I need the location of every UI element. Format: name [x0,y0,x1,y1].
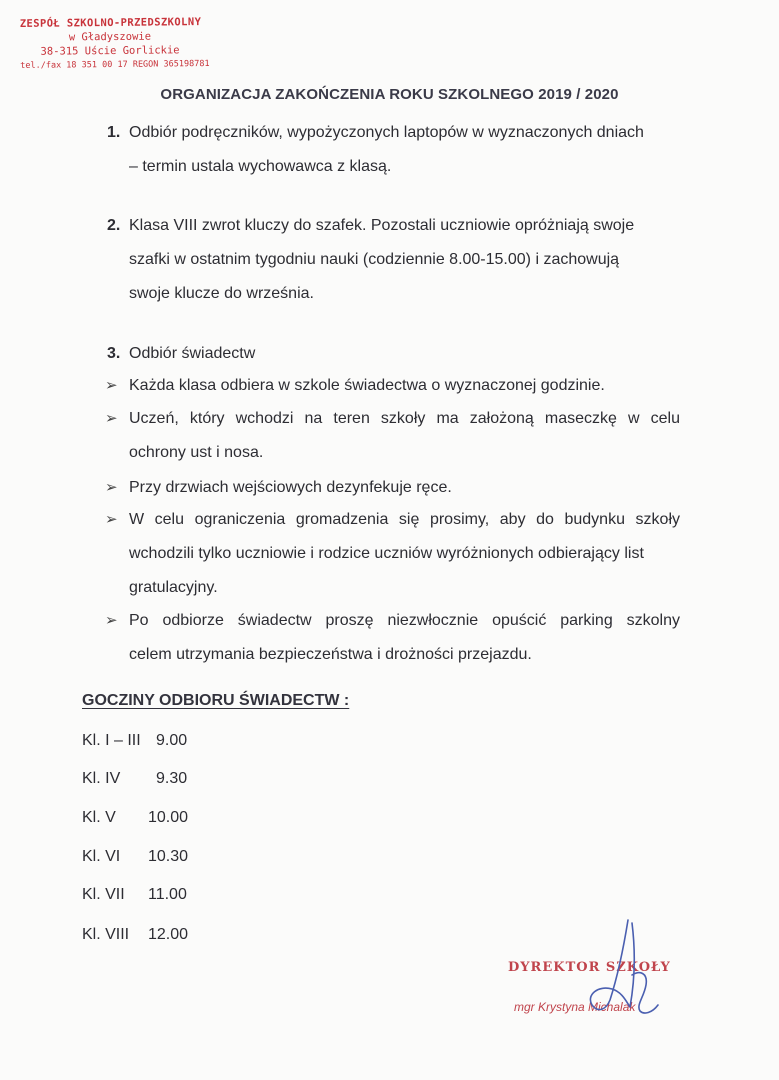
class-label: Kl. VIII [82,926,130,943]
stamp-line-town: w Gładyszowie [68,30,152,44]
item-line: swoje klucze do września. [129,285,314,302]
class-time: 9.00 [156,732,188,749]
bullet-line: W celu ograniczenia gromadzenia się prosimy, aby do budynku szkoły [129,511,680,528]
bullet-line: gratulacyjny. [129,579,218,596]
class-label: Kl. VI [82,848,121,865]
item-line: Klasa VIII zwrot kluczy do szafek. Pozostali uczniowie opróżniają swoje [129,217,635,234]
item-line: szafki w ostatnim tygodniu nauki (codziennie 8.00-15.00) i zachowują [129,251,620,268]
stamp-line-school: ZESPÓŁ SZKOLNO-PRZEDSZKOLNY [19,16,202,30]
class-label: Kl. V [82,809,116,826]
item-number: 1. [107,124,121,141]
item-number: 3. [107,345,121,362]
class-label: Kl. IV [82,770,121,787]
bullet-line: wchodzili tylko uczniowie i rodzice uczniów wyróżnionych odbierający list [129,545,644,562]
bullet-line: Uczeń, który wchodzi na teren szkoły ma założoną maseczkę w celu [129,410,680,427]
stamp-line-address: 38-315 Uście Gorlickie [40,44,180,58]
signature-icon [570,915,680,1025]
class-time: 11.00 [148,886,187,903]
item-number: 2. [107,217,121,234]
document-title: ORGANIZACJA ZAKOŃCZENIA ROKU SZKOLNEGO 2019 / 2020 [160,86,619,103]
class-time: 9.30 [156,770,188,787]
bullet-line: celem utrzymania bezpieczeństwa i drożności przejazdu. [129,646,532,663]
class-time: 12.00 [148,926,189,943]
bullet-line: Po odbiorze świadectw proszę niezwłocznie opuścić parking szkolny [129,612,680,629]
school-stamp [19,15,210,73]
hours-heading: GOCZINY ODBIORU ŚWIADECTW : [82,692,350,709]
director-name: mgr Krystyna Michalak [514,1000,636,1014]
item-line: – termin ustala wychowawca z klasą. [129,158,392,175]
class-time: 10.00 [148,809,189,826]
arrow-bullet-icon: ➢ [105,377,118,394]
bullet-line: ochrony ust i nosa. [129,444,264,461]
class-time: 10.30 [148,848,189,865]
arrow-bullet-icon: ➢ [105,479,118,496]
item-line: Odbiór świadectw [129,345,256,362]
bullet-line: Każda klasa odbiera w szkole świadectwa o wyznaczonej godzinie. [129,377,605,394]
arrow-bullet-icon: ➢ [105,410,118,427]
class-label: Kl. VII [82,886,125,903]
class-label: Kl. I – III [82,732,141,749]
stamp-line-contact: tel./fax 18 351 00 17 REGON 365198781 [20,58,210,71]
item-line: Odbiór podręczników, wypożyczonych laptopów w wyznaczonych dniach [129,124,644,141]
bullet-line: Przy drzwiach wejściowych dezynfekuje ręce. [129,479,452,496]
director-stamp: DYREKTOR SZKOŁY [508,960,671,975]
arrow-bullet-icon: ➢ [105,612,118,629]
arrow-bullet-icon: ➢ [105,511,118,528]
